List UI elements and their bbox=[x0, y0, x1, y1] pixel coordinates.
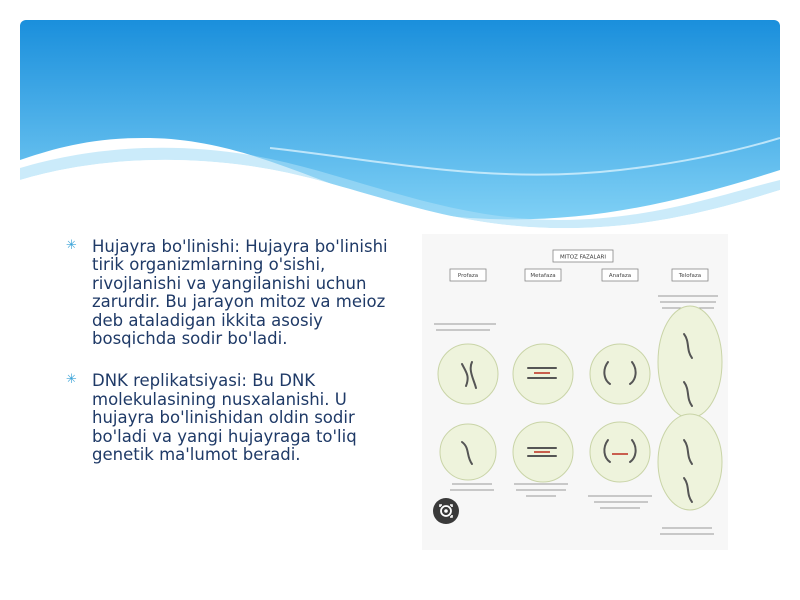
slide bbox=[20, 20, 780, 580]
phase-label: Metafaza bbox=[530, 273, 556, 279]
phase-label: Profaza bbox=[457, 273, 479, 279]
lens-search-icon[interactable] bbox=[433, 498, 459, 524]
bullet-list bbox=[64, 238, 404, 488]
mitosis-phases-figure[interactable] bbox=[422, 234, 728, 550]
bullet-title: Hujayra bo'linishi: bbox=[92, 237, 240, 256]
bullet-title: DNK replikatsiyasi: bbox=[92, 371, 247, 391]
phase-label: Telofaza bbox=[678, 273, 702, 279]
cell-anaphase bbox=[590, 422, 650, 482]
bullet-text: Hujayra bo'linishi tirik organizmlarning o'sishi, rivojlanishi va yangilanishi uchun zarurdir. Bu jarayon mitoz va meioz deb ataladigan ikkita asosiy bosqichda sodir bo'ladi. bbox=[92, 237, 388, 349]
asterisk-bullet-icon: ✳ bbox=[66, 238, 77, 253]
asterisk-bullet-icon: ✳ bbox=[66, 372, 77, 388]
bullet-item bbox=[64, 238, 404, 348]
phase-label: Anafaza bbox=[608, 273, 632, 279]
cell-prophase bbox=[438, 344, 498, 404]
bullet-item bbox=[64, 372, 404, 464]
figure-title: MITOZ FAZALARI bbox=[560, 254, 606, 261]
cell-anaphase bbox=[590, 344, 650, 404]
cell-metaphase bbox=[513, 344, 573, 404]
bullet-text: Bu DNK molekulasining nusxalanishi. U hujayra bo'linishidan oldin sodir bo'ladi va yangi hujayraga to'liq genetik ma'lumot beradi. bbox=[92, 371, 357, 465]
